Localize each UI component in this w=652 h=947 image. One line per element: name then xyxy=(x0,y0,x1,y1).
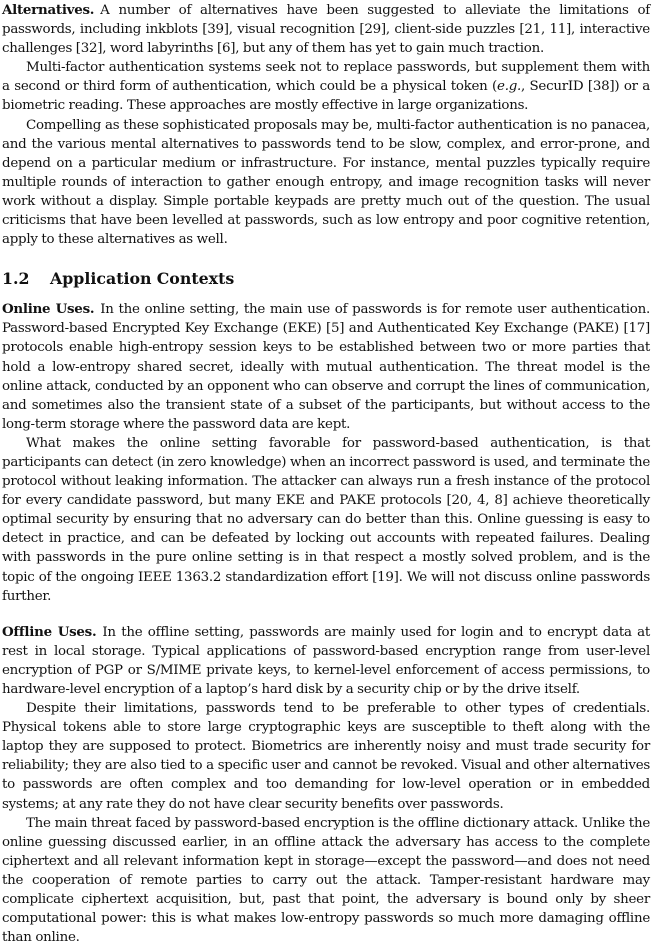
online-paragraph-1-text: In the online setting, the main use of passwords is for remote user authentication. Password-based Encrypted Key Exchange (EKE) [5] and Authenticated Key Exchange (PAKE) [17] protocols enable high-entropy session keys to be established between two or more parties that hold a low-entropy shared secret, ideally with mutual authentication. The threat model is the online attack, conducted by an opponent who can observe and corrupt the lines of communication, and sometimes also the transient state of a subset of the participants, but without access to the long-term storage where the password data are kept. xyxy=(2,302,650,432)
online-paragraph-1 xyxy=(2,300,650,434)
offline-paragraph-1-text: In the offline setting, passwords are mainly used for login and to encrypt data at rest in local storage. Typical applications of password-based encryption range from user-level encryption of PGP or S/MIME private keys, to kernel-level enforcement of access permissions, to hardware-level encryption of a laptop’s hard disk by a security chip or by the drive itself. xyxy=(2,624,650,697)
alternatives-paragraph-2-text-b: , SecurID [38]) or a biometric reading. These approaches are mostly effective in large organizations. xyxy=(2,79,650,114)
paragraph-gap xyxy=(2,606,650,623)
online-run-heading: Online Uses. xyxy=(2,301,95,318)
paper-page xyxy=(2,1,650,947)
offline-paragraph-1 xyxy=(2,623,650,699)
alternatives-paragraph-3: Compelling as these sophisticated proposals may be, multi-factor authentication is no panacea, and the various mental alternatives to passwords tend to be slow, complex, and error-prone, and depend on a particular medium or infrastructure. For instance, mental puzzles typically require multiple rounds of interaction to gather enough entropy, and image recognition tasks will never work without a display. Simple portable keypads are pretty much out of the question. The usual criticisms that have been levelled at passwords, such as low entropy and poor cognitive retention, apply to these alternatives as well. xyxy=(2,117,650,248)
section-number: 1.2 xyxy=(2,269,30,289)
offline-paragraph-2: Despite their limitations, passwords tend to be preferable to other types of credentials. Physical tokens able to store large cryptographic keys are susceptible to theft along with the laptop they are supposed to protect. Biometrics are inherently noisy and must trade security for reliability; they are also tied to a specific user and cannot be revoked. Visual and other alternatives to passwords are often complex and too demanding for low-level operation or in embedded systems; at any rate they do not have clear security benefits over passwords. xyxy=(2,701,650,812)
section-heading xyxy=(2,269,650,289)
offline-paragraph-3: The main threat faced by password-based encryption is the offline dictionary attack. Unlike the online guessing discussed earlier, in an offline attack the adversary has access to the complete ciphertext and all relevant information kept in storage—except the password—and does not need the cooperation of remote parties to carry out the attack. Tamper-resistant hardware may complicate ciphertext acquisition, but, past that point, the adversary is bound only by sheer computational power: this is what makes low-entropy passwords so much more damaging offline than online. xyxy=(2,815,650,946)
alternatives-paragraph-1-text: A number of alternatives have been suggested to alleviate the limitations of passwords, including inkblots [39], visual recognition [29], client-side puzzles [21, 11], interactive challenges [32], word labyrinths [6], but any of them has yet to gain much traction. xyxy=(2,3,650,57)
alternatives-run-heading: Alternatives. xyxy=(2,2,95,18)
offline-run-heading: Offline Uses. xyxy=(2,623,97,640)
alternatives-paragraph-2-text-a: Multi-factor authentication systems seek not to replace passwords, but supplement them with a second or third form of authentication, which could be a physical token ( xyxy=(2,60,650,95)
alternatives-paragraph-2 xyxy=(2,58,650,115)
section-title: Application Contexts xyxy=(50,269,235,289)
alternatives-paragraph-1 xyxy=(2,1,650,58)
online-paragraph-2: What makes the online setting favorable for password-based authentication, is that participants can detect (in zero knowledge) when an incorrect password is used, and terminate the protocol without leaking information. The attacker can always run a fresh instance of the protocol for every candidate password, but many EKE and PAKE protocols [20, 4, 8] achieve theoretically optimal security by ensuring that no adversary can do better than this. Online guessing is easy to detect in practice, and can be defeated by locking out accounts with repeated failures. Dealing with passwords in the pure online setting is in that respect a mostly solved problem, and is the topic of the ongoing IEEE 1363.2 standardization effort [19]. We will not discuss online passwords further. xyxy=(2,435,650,604)
eg-abbreviation: e.g. xyxy=(497,79,522,95)
